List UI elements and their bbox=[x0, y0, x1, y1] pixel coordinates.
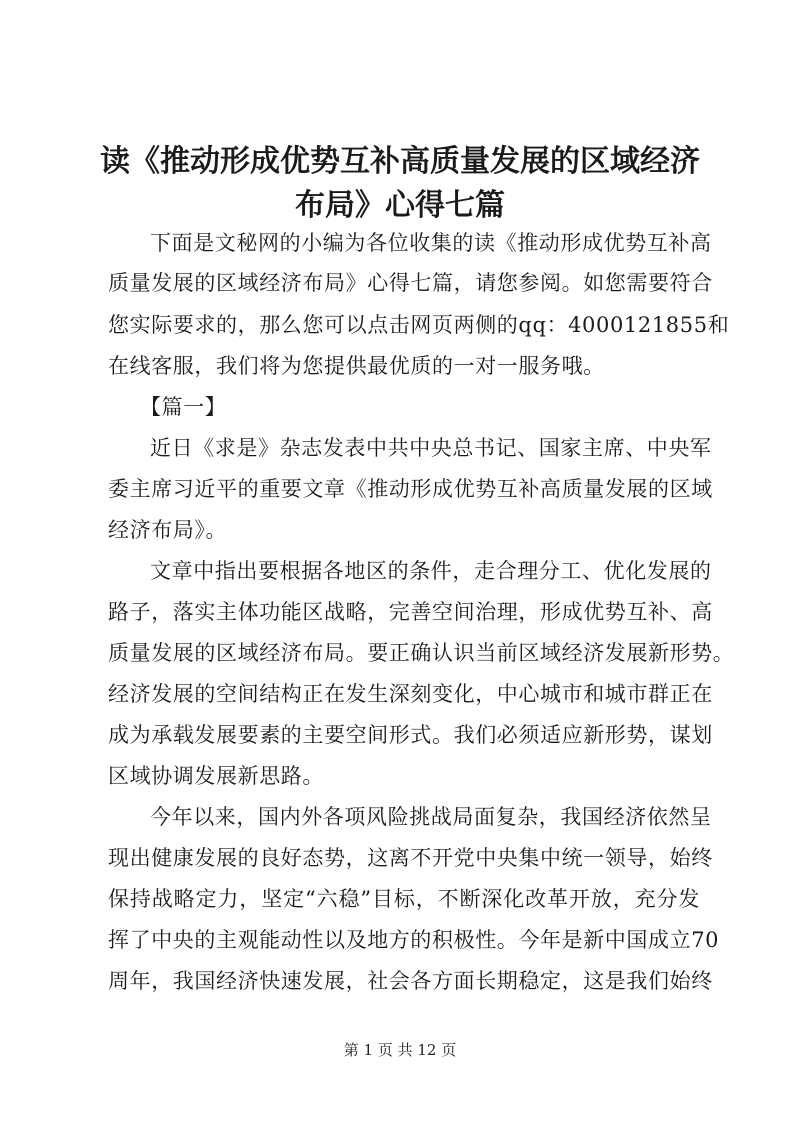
paragraph-line: 经济发展的空间结构正在发生深刻变化，中心城市和城市群正在 bbox=[108, 682, 713, 706]
paragraph-line: 近日《求是》杂志发表中共中央总书记、国家主席、中央军 bbox=[150, 436, 712, 460]
section-heading: 【篇一】 bbox=[140, 395, 227, 419]
paragraph-line: 区域协调发展新思路。 bbox=[108, 764, 324, 788]
paragraph-line: 保持战略定力，坚定“六稳”目标，不断深化改革开放，充分发 bbox=[108, 887, 700, 911]
document-title-line-2: 布局》心得七篇 bbox=[295, 188, 505, 223]
paragraph-line: 经济布局》。 bbox=[108, 518, 228, 542]
paragraph-line: 在线客服，我们将为您提供最优质的一对一服务哦。 bbox=[108, 354, 605, 378]
paragraph-line: 委主席习近平的重要文章《推动形成优势互补高质量发展的区域 bbox=[108, 477, 713, 501]
document-title-line-1: 读《推动形成优势互补高质量发展的区域经济 bbox=[100, 144, 700, 179]
paragraph-line: 质量发展的区域经济布局》心得七篇，请您参阅。如您需要符合 bbox=[108, 271, 713, 295]
page-number-footer: 第 1 页 共 12 页 bbox=[343, 1041, 457, 1059]
paragraph-line: 下面是文秘网的小编为各位收集的读《推动形成优势互补高 bbox=[150, 231, 712, 255]
paragraph-line: 成为承载发展要素的主要空间形式。我们必须适应新形势，谋划 bbox=[108, 723, 713, 747]
paragraph-line: 路子，落实主体功能区战略，完善空间治理，形成优势互补、高 bbox=[108, 600, 713, 624]
paragraph-line: 周年，我国经济快速发展，社会各方面长期稳定，这是我们始终 bbox=[108, 969, 713, 993]
paragraph-line: 质量发展的区域经济布局。要正确认识当前区域经济发展新形势。 bbox=[108, 641, 735, 665]
paragraph-line: 文章中指出要根据各地区的条件，走合理分工、优化发展的 bbox=[150, 559, 712, 583]
paragraph-line: 今年以来，国内外各项风险挑战局面复杂，我国经济依然呈 bbox=[150, 805, 712, 829]
paragraph-line: 挥了中央的主观能动性以及地方的积极性。今年是新中国成立70 bbox=[108, 928, 720, 952]
paragraph-line: 现出健康发展的良好态势，这离不开党中央集中统一领导，始终 bbox=[108, 846, 713, 870]
paragraph-line: 您实际要求的，那么您可以点击网页两侧的qq：4000121855和 bbox=[108, 313, 730, 337]
